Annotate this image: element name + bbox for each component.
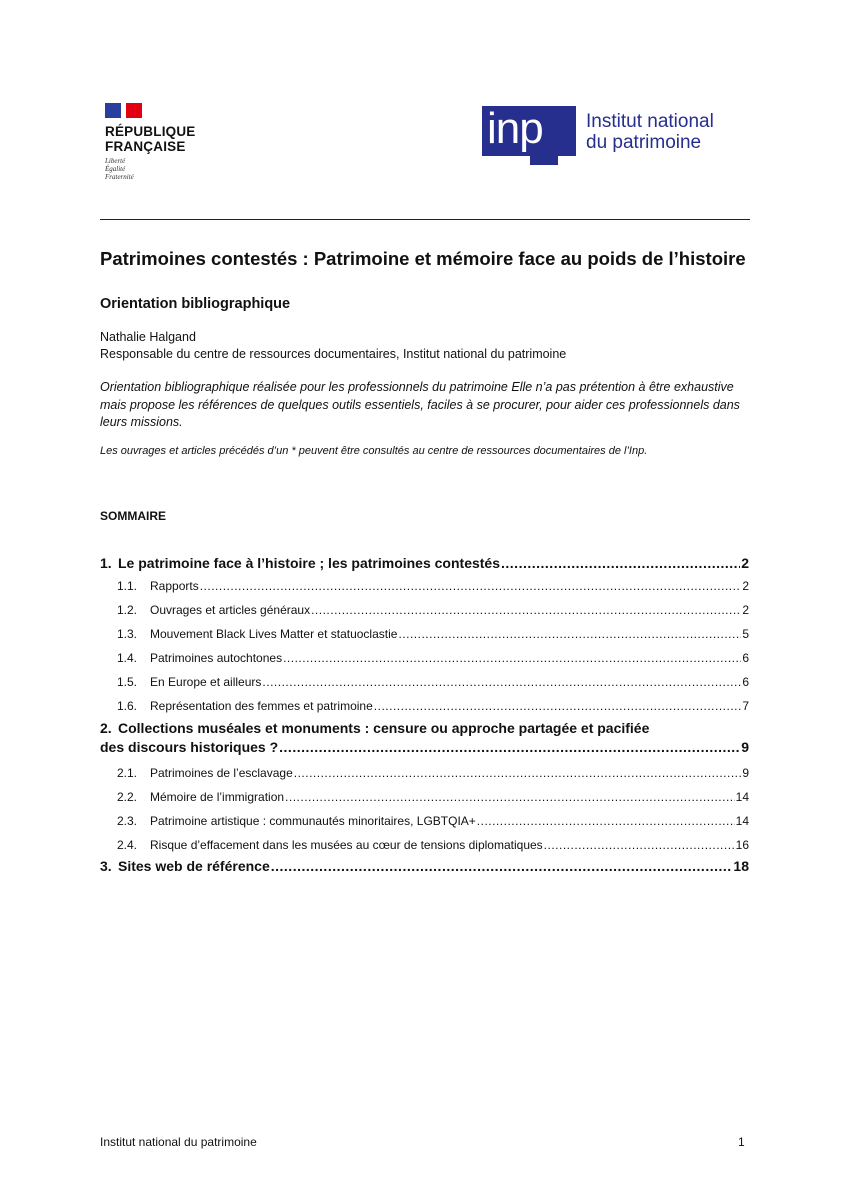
toc-leader <box>283 650 741 666</box>
toc-page: 2 <box>742 579 749 593</box>
footer-page-number: 1 <box>738 1135 745 1149</box>
toc-item-2-1[interactable]: 2.1. Patrimoines de l’esclavage ..... 9 <box>100 765 749 781</box>
toc-page: 9 <box>741 739 749 755</box>
marianne-flag-icon <box>105 103 215 118</box>
toc-leader <box>544 837 735 853</box>
toc-leader <box>271 857 733 876</box>
rf-motto: Liberté Égalité Fraternité <box>105 157 134 181</box>
document-title: Patrimoines contestés : Patrimoine et mémoire face au poids de l’histoire <box>100 248 746 269</box>
intro-paragraph: Orientation bibliographique réalisée pour les professionnels du patrimoine Elle n’a pas prétention à être exhaustive mais propose les références de quelques outils essentiels, faciles à se procurer, pour aider ces professionnels dans leurs missions. <box>100 380 740 429</box>
toc-section-1[interactable]: 1. Le patrimoine face à l’histoire ; les patrimoines contestés ..... 2 <box>100 554 749 573</box>
inp-logo-mark <box>482 106 576 156</box>
toc-leader <box>501 554 740 573</box>
toc-leader <box>311 602 741 618</box>
toc-leader <box>279 738 740 757</box>
toc-leader <box>262 674 741 690</box>
toc-item-1-5[interactable]: 1.5. En Europe et ailleurs ..... 6 <box>100 674 749 690</box>
toc-leader <box>374 698 742 714</box>
toc-section-3[interactable]: 3. Sites web de référence ..... 18 <box>100 857 749 876</box>
rf-name-line2: FRANÇAISE <box>105 139 186 154</box>
toc-page: 5 <box>742 627 749 641</box>
toc-item-1-6[interactable]: 1.6. Représentation des femmes et patrimoine ..... 7 <box>100 698 749 714</box>
toc-section-2[interactable]: 2. Collections muséales et monuments : censure ou approche partagée et pacifiée des discours historiques ? ..... 9 <box>100 719 749 757</box>
toc-leader <box>398 626 741 642</box>
footer-institution: Institut national du patrimoine <box>100 1135 257 1149</box>
rf-name-line1: RÉPUBLIQUE <box>105 124 196 139</box>
inp-logo <box>482 106 714 156</box>
toc-leader <box>200 578 742 594</box>
toc-page: 14 <box>735 814 749 828</box>
toc-item-1-3[interactable]: 1.3. Mouvement Black Lives Matter et statuoclastie ..... 5 <box>100 626 749 642</box>
toc-page: 6 <box>742 651 749 665</box>
toc-leader <box>294 765 742 781</box>
table-of-contents <box>100 554 749 881</box>
toc-leader <box>285 789 735 805</box>
toc-item-1-2[interactable]: 1.2. Ouvrages et articles généraux ..... 2 <box>100 602 749 618</box>
toc-item-1-1[interactable]: 1.1. Rapports ..... 2 <box>100 578 749 594</box>
toc-page: 6 <box>742 675 749 689</box>
toc-item-2-2[interactable]: 2.2. Mémoire de l’immigration ..... 14 <box>100 789 749 805</box>
republique-francaise-logo <box>105 103 215 181</box>
inp-logo-text: Institut national du patrimoine <box>586 111 714 153</box>
toc-page: 16 <box>735 838 749 852</box>
author-block <box>100 329 566 363</box>
toc-item-1-4[interactable]: 1.4. Patrimoines autochtones ..... 6 <box>100 650 749 666</box>
toc-page: 18 <box>733 858 749 874</box>
toc-heading: SOMMAIRE <box>100 509 166 523</box>
toc-leader <box>477 813 735 829</box>
toc-item-2-4[interactable]: 2.4. Risque d’effacement dans les musées au cœur de tensions diplomatiques ..... 16 <box>100 837 749 853</box>
toc-page: 7 <box>742 699 749 713</box>
author-role: Responsable du centre de ressources documentaires, Institut national du patrimoine <box>100 347 567 361</box>
toc-item-2-3[interactable]: 2.3. Patrimoine artistique : communautés minoritaires, LGBTQIA+ ..... 14 <box>100 813 749 829</box>
author-name: Nathalie Halgand <box>100 330 196 344</box>
header-divider <box>100 219 750 220</box>
document-subtitle: Orientation bibliographique <box>100 296 291 312</box>
availability-note: Les ouvrages et articles précédés d’un * peuvent être consultés au centre de ressources documentaires de l’Inp. <box>100 445 648 457</box>
toc-page: 14 <box>735 790 749 804</box>
inp-acronym: inp <box>487 104 543 153</box>
toc-page: 2 <box>742 603 749 617</box>
toc-page: 2 <box>741 555 749 571</box>
toc-page: 9 <box>742 766 749 780</box>
